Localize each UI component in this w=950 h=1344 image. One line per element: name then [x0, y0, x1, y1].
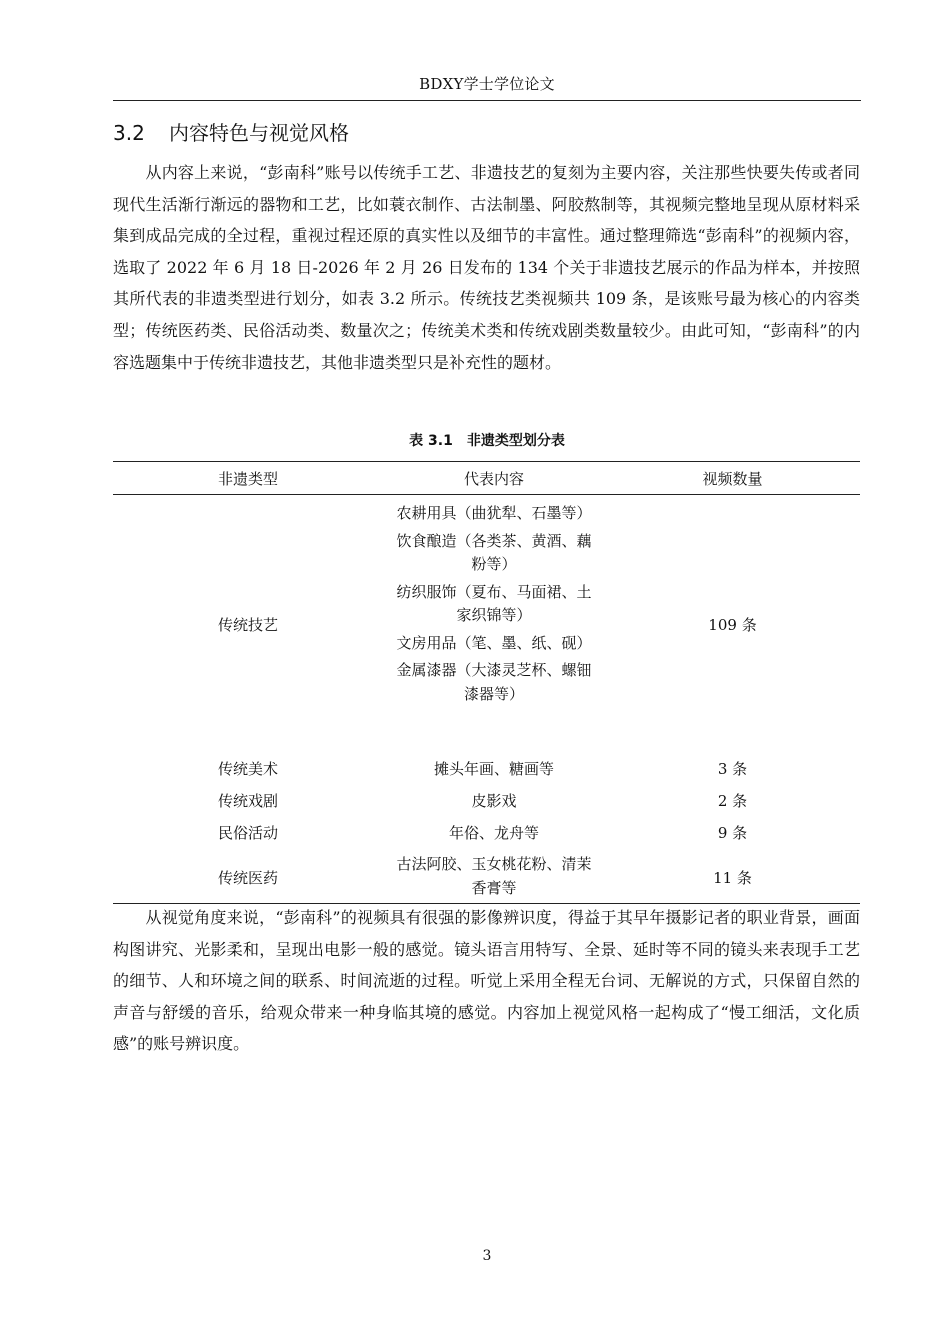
table-header-type: 非遗类型 [217, 470, 278, 488]
table-caption: 表 3.1 非遗类型划分表 [409, 433, 565, 449]
table-cell-type: 传统美术 [217, 760, 278, 778]
table-cell-content: 摊头年画、糖画等 [433, 760, 554, 778]
table-cell-content-list [383, 502, 605, 710]
page-number: 3 [482, 1248, 492, 1264]
table-header-content: 代表内容 [463, 470, 524, 488]
table-cell-item: 金属漆器（大漆灵芝杯、螺钿漆器等） [396, 661, 592, 703]
table-cell-item: 饮食酿造（各类茶、黄酒、藕粉等） [396, 531, 592, 573]
table-header-count: 视频数量 [702, 470, 763, 488]
table-header-rule [113, 494, 860, 495]
table-cell-item: 农耕用具（曲犹犁、石墨等） [396, 504, 592, 522]
table-cell-type: 传统医药 [217, 869, 278, 887]
paragraph-text: 从内容上来说，“彭南科”账号以传统手工艺、非遗技艺的复刻为主要内容，关注那些快要失传或者同现代生活渐行渐远的器物和工艺，比如蓑衣制作、古法制墨、阿胶熬制等，其视频完整地呈现从原材料采集到成品完成的全过程，重视过程还原的真实性以及细节的丰富性。通过整理筛选“彭南科”的视频内容，选取了 2022 年 6 月 18 日-2026 年 2 月 26 日发布的 134 个关于非遗技艺展示的作品为样本，并按照其所代表的非遗类型进行划分，如表 3.2 所示。传统技艺类视频共 109 条，是该账号最为核心的内容类型；传统医药类、民俗活动类、数量次之；传统美术类和传统戏剧类数量较少。由此可知，“彭南科”的内容选题集中于传统非遗技艺，其他非遗类型只是补充性的题材。 [113, 163, 860, 372]
table-cell-content: 年俗、龙舟等 [448, 824, 539, 842]
paragraph-content-features [113, 157, 860, 378]
table-cell-content: 皮影戏 [471, 792, 517, 810]
paragraph-text: 从视觉角度来说，“彭南科”的视频具有很强的影像辨识度，得益于其早年摄影记者的职业背景，画面构图讲究、光影柔和，呈现出电影一般的感觉。镜头语言用特写、全景、延时等不同的镜头来表现手工艺的细节、人和环境之间的联系、时间流逝的过程。听觉上采用全程无台词、无解说的方式，只保留自然的声音与舒缓的音乐，给观众带来一种身临其境的感觉。内容加上视觉风格一起构成了“慢工细活，文化质感”的账号辨识度。 [113, 908, 860, 1054]
paragraph-visual-style [113, 902, 860, 1060]
running-header: BDXY学士学位论文 [419, 75, 555, 93]
table-cell-count: 11 条 [713, 869, 752, 887]
table-cell-item: 纺织服饰（夏布、马面裙、土家织锦等） [396, 582, 592, 624]
table-cell-type: 传统戏剧 [217, 792, 278, 810]
table-cell-item: 文房用品（笔、墨、纸、砚） [396, 633, 592, 652]
section-title: 内容特色与视觉风格 [169, 121, 349, 145]
table-cell-count: 9 条 [717, 824, 748, 842]
section-heading [113, 117, 349, 146]
header-rule [113, 100, 861, 101]
table-cell-content-wrap [383, 853, 605, 900]
table-cell-type: 民俗活动 [217, 824, 278, 842]
section-number: 3.2 [113, 121, 145, 145]
table-cell-count: 109 条 [708, 616, 757, 634]
table-cell-type: 传统技艺 [217, 616, 278, 634]
table-cell-count: 3 条 [717, 760, 748, 778]
table-cell-count: 2 条 [717, 792, 748, 810]
table-cell-content: 古法阿胶、玉女桃花粉、清茉香膏等 [396, 855, 592, 897]
table-top-rule [113, 461, 860, 462]
